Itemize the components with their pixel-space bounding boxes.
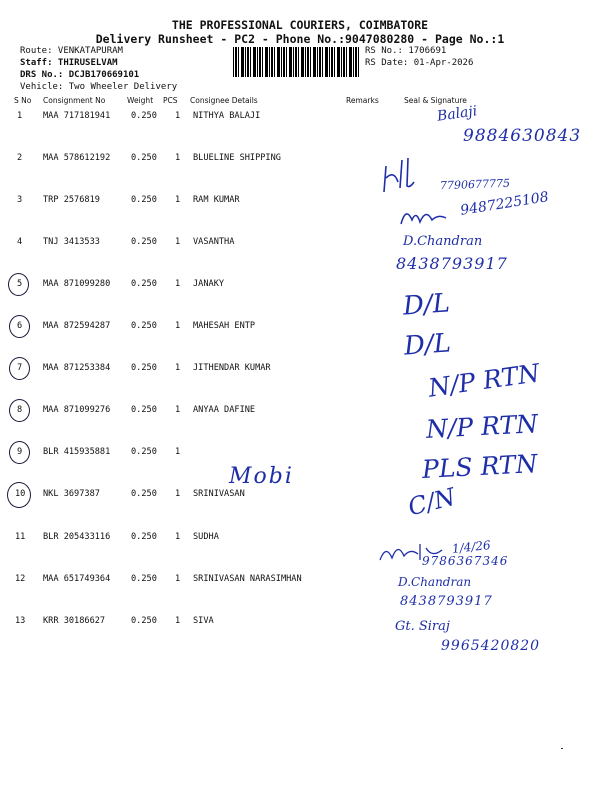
handwritten-remark: D/L xyxy=(403,328,452,362)
barcode xyxy=(233,47,361,77)
company-title: THE PROFESSIONAL COURIERS, COIMBATORE xyxy=(171,18,429,32)
pen-circle-mark xyxy=(8,273,29,296)
row-consignment-no: TRP 2576819 xyxy=(43,195,100,205)
col-header-seal-signature: Seal & Signature xyxy=(404,96,467,105)
row-weight: 0.250 xyxy=(131,321,157,331)
col-header-consignment: Consignment No xyxy=(43,96,106,105)
handwritten-phone: 9884630843 xyxy=(463,126,582,146)
handwritten-signature xyxy=(380,152,430,198)
row-weight: 0.250 xyxy=(131,532,157,542)
row-consignee: VASANTHA xyxy=(193,237,235,247)
row-consignee: MAHESAH ENTP xyxy=(193,321,256,331)
row-consignment-no: NKL 3697387 xyxy=(43,489,100,499)
row-consignment-no: MAA 872594287 xyxy=(43,321,111,331)
handwritten-remark: Mobi xyxy=(229,464,294,489)
paper-speck xyxy=(561,748,563,749)
row-consignment-no: MAA 871099276 xyxy=(43,405,111,415)
handwritten-phone: 8438793917 xyxy=(400,594,493,609)
handwritten-remark: C/N xyxy=(405,482,459,522)
row-pcs: 1 xyxy=(175,195,181,205)
row-weight: 0.250 xyxy=(131,237,157,247)
handwritten-phone: 9786367346 xyxy=(422,554,509,568)
handwritten-signature xyxy=(398,200,458,230)
handwritten-phone: 9965420820 xyxy=(441,638,541,654)
row-pcs: 1 xyxy=(175,532,181,542)
col-header-pcs: PCS xyxy=(163,96,178,105)
pen-circle-mark xyxy=(9,399,30,422)
handwritten-remark: D/L xyxy=(402,288,451,322)
row-consignee: RAM KUMAR xyxy=(193,195,240,205)
row-weight: 0.250 xyxy=(131,405,157,415)
row-consignment-no: KRR 30186627 xyxy=(43,616,106,626)
row-consignment-no: MAA 871253384 xyxy=(43,363,111,373)
handwritten-remark: N/P RTN xyxy=(426,358,542,403)
row-weight: 0.250 xyxy=(131,363,157,373)
row-weight: 0.250 xyxy=(131,447,157,457)
row-pcs: 1 xyxy=(175,574,181,584)
row-sno: 4 xyxy=(17,237,23,247)
row-sno: 8 xyxy=(17,405,23,415)
col-header-remarks: Remarks xyxy=(346,96,379,105)
row-pcs: 1 xyxy=(175,363,181,373)
drs-number: DRS No.: DCJB170669101 xyxy=(20,70,140,80)
row-sno: 5 xyxy=(17,279,23,289)
route-label: Route: VENKATAPURAM xyxy=(20,46,123,56)
handwritten-date: 1/4/26 xyxy=(451,538,492,556)
staff-label: Staff: THIRUSELVAM xyxy=(20,58,118,68)
row-consignee: JANAKY xyxy=(193,279,225,289)
row-consignee: SRINIVASAN NARASIMHAN xyxy=(193,574,302,584)
row-weight: 0.250 xyxy=(131,489,157,499)
row-sno: 3 xyxy=(17,195,23,205)
row-consignment-no: TNJ 3413533 xyxy=(43,237,100,247)
row-weight: 0.250 xyxy=(131,574,157,584)
col-header-consignee: Consignee Details xyxy=(190,96,258,105)
row-consignee: SIVA xyxy=(193,616,214,626)
row-consignee: NITHYA BALAJI xyxy=(193,111,261,121)
row-sno: 12 xyxy=(15,574,26,584)
row-sno: 10 xyxy=(15,489,26,499)
handwritten-phone: 8438793917 xyxy=(396,254,508,273)
pen-circle-mark xyxy=(9,441,30,464)
col-header-weight: Weight xyxy=(127,96,154,105)
row-consignee: ANYAA DAFINE xyxy=(193,405,256,415)
row-weight: 0.250 xyxy=(131,111,157,121)
row-pcs: 1 xyxy=(175,237,181,247)
row-sno: 2 xyxy=(17,153,23,163)
row-pcs: 1 xyxy=(175,405,181,415)
row-sno: 13 xyxy=(15,616,26,626)
handwritten-remark: PLS RTN xyxy=(421,448,539,485)
row-weight: 0.250 xyxy=(131,195,157,205)
handwritten-name: D.Chandran xyxy=(398,575,472,589)
row-sno: 1 xyxy=(17,111,23,121)
row-weight: 0.250 xyxy=(131,153,157,163)
row-pcs: 1 xyxy=(175,616,181,626)
pen-circle-mark xyxy=(9,357,30,380)
row-consignee: SUDHA xyxy=(193,532,219,542)
row-consignment-no: MAA 871099280 xyxy=(43,279,111,289)
row-pcs: 1 xyxy=(175,111,181,121)
row-consignment-no: MAA 578612192 xyxy=(43,153,111,163)
row-consignment-no: MAA 651749364 xyxy=(43,574,111,584)
rs-number: RS No.: 1706691 xyxy=(365,46,447,56)
col-header-sno: S No xyxy=(14,96,32,105)
row-weight: 0.250 xyxy=(131,279,157,289)
row-consignment-no: MAA 717181941 xyxy=(43,111,111,121)
handwritten-name: Gt. Siraj xyxy=(395,619,450,634)
row-sno: 11 xyxy=(15,532,26,542)
row-consignee: JITHENDAR KUMAR xyxy=(193,363,271,373)
row-pcs: 1 xyxy=(175,153,181,163)
row-sno: 6 xyxy=(17,321,23,331)
row-pcs: 1 xyxy=(175,279,181,289)
row-pcs: 1 xyxy=(175,447,181,457)
row-consignee: BLUELINE SHIPPING xyxy=(193,153,281,163)
row-weight: 0.250 xyxy=(131,616,157,626)
row-pcs: 1 xyxy=(175,489,181,499)
runsheet-subtitle: Delivery Runsheet - PC2 - Phone No.:9047080280 - Page No.:1 xyxy=(95,32,505,46)
vehicle-label: Vehicle: Two Wheeler Delivery xyxy=(20,82,178,92)
row-consignee: SRINIVASAN xyxy=(193,489,245,499)
rs-date: RS Date: 01-Apr-2026 xyxy=(365,58,474,68)
pen-circle-mark xyxy=(9,315,30,338)
row-sno: 9 xyxy=(17,447,23,457)
row-consignment-no: BLR 415935881 xyxy=(43,447,111,457)
handwritten-phone: 7790677775 xyxy=(439,176,511,193)
row-consignment-no: BLR 205433116 xyxy=(43,532,111,542)
row-sno: 7 xyxy=(17,363,23,373)
handwritten-name: D.Chandran xyxy=(403,234,483,249)
handwritten-name: Balaji xyxy=(436,103,479,125)
row-pcs: 1 xyxy=(175,321,181,331)
handwritten-phone: 9487225108 xyxy=(459,189,550,219)
handwritten-remark: N/P RTN xyxy=(425,409,539,444)
pen-circle-mark xyxy=(7,482,31,508)
